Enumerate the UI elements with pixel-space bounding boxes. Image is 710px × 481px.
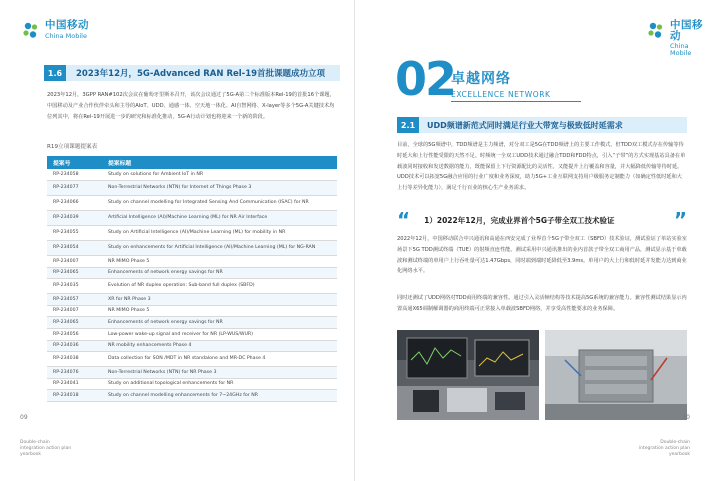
proposal-id-cell: RP-234007 [47, 256, 102, 268]
brand-name-cn: 中国移动 [670, 19, 703, 42]
footer-line: Double-chain [660, 440, 690, 445]
table-row [47, 317, 337, 329]
proposal-title-cell: NR MIMO Phase 5 [102, 305, 337, 317]
page-footer [20, 440, 71, 458]
open-quote-icon: “ [397, 208, 411, 232]
proposal-id-cell: RP-234077 [47, 181, 102, 196]
proposal-title-cell: Study on channel modelling for Integrated Sensing And Communication (ISAC) for NR [102, 196, 337, 211]
proposal-title-cell: Enhancements of network energy savings for NR [102, 317, 337, 329]
page-footer [639, 440, 690, 458]
proposal-title-cell: NR MIMO Phase 5 [102, 256, 337, 268]
column-header-title: 提案标题 [102, 156, 337, 169]
proposal-title-cell: Enhancements of network energy savings for NR [102, 267, 337, 279]
proposal-id-cell: RP-234065 [47, 317, 102, 329]
table-row [47, 211, 337, 226]
table-caption: R19立项课题提案表 [47, 144, 98, 150]
proposal-id-cell: RP-234035 [47, 279, 102, 294]
table-row [47, 181, 337, 196]
table-row [47, 196, 337, 211]
china-mobile-logo [20, 20, 89, 42]
section-number: 1.6 [44, 65, 66, 81]
proposal-id-cell: RP-234041 [47, 378, 102, 390]
proposal-id-cell: RP-234036 [47, 340, 102, 352]
page-number: 10 [682, 414, 690, 421]
table-row [47, 267, 337, 279]
proposal-table [47, 156, 337, 402]
proposal-id-cell: RP-234018 [47, 390, 102, 402]
footer-line: yearbook [668, 452, 690, 457]
pull-quote [397, 210, 687, 230]
section-number: 2.1 [397, 117, 419, 133]
column-header-id: 提案号 [47, 156, 102, 169]
base-station-photo [545, 330, 687, 420]
table-row [47, 329, 337, 341]
brand-name-en: China Mobile [45, 31, 87, 40]
proposal-id-cell: RP-234057 [47, 294, 102, 306]
table-row [47, 352, 337, 367]
proposal-title-cell: Study on solutions for Ambient IoT in NR [102, 169, 337, 181]
section-title: UDD频谱新范式同时满足行业大带宽与极致低时延需求 [427, 120, 623, 130]
proposal-title-cell: Study on additional topological enhancements for NR [102, 378, 337, 390]
proposal-id-cell: RP-234058 [47, 169, 102, 181]
section-title: 2023年12月，5G-Advanced RAN Rel-19首批课题成功立项 [76, 69, 326, 79]
table-row [47, 256, 337, 268]
china-mobile-emblem-icon [20, 20, 42, 42]
brand-name-en: China Mobile [670, 42, 692, 57]
china-mobile-logo [645, 20, 710, 56]
close-quote-icon: ” [673, 208, 687, 232]
footer-line: integration action plan [638, 446, 690, 451]
china-mobile-emblem-icon [645, 20, 667, 42]
table-row [47, 340, 337, 352]
proposal-id-cell: RP-234007 [47, 305, 102, 317]
proposal-id-cell: RP-234038 [47, 352, 102, 367]
proposal-title-cell: Study on channel modelling enhancements for 7~24GHz for NR [102, 390, 337, 402]
proposal-title-cell: XR for NR Phase 3 [102, 294, 337, 306]
table-row [47, 378, 337, 390]
proposal-id-cell: RP-234066 [47, 196, 102, 211]
chapter-subtitle: EXCELLENCE NETWORK [451, 90, 551, 99]
proposal-id-cell: RP-234065 [47, 267, 102, 279]
proposal-title-cell: Evolution of NR duplex operation: Sub-band full duplex (SBFD) [102, 279, 337, 294]
body-paragraph: 同时还测试了UDD网络对TDD商用终端的兼容性。通过引入灵活帧结构等技术提高5G系统的兼容能力。兼容性测试结果显示内置高通X65调制解调器的商用终端可正常接入单载波SBFD网络，并享受高性能要求的业务保障。 [397, 295, 687, 312]
table-row [47, 226, 337, 241]
proposal-title-cell: Data collection for SON /MDT in NR standalone and MR-DC Phase 4 [102, 352, 337, 367]
page-number: 09 [20, 414, 28, 421]
proposal-title-cell: Artificial Intelligence (AI)/Machine Learning (ML) for NR Air Interface [102, 211, 337, 226]
table-row [47, 279, 337, 294]
table-row [47, 169, 337, 181]
lab-test-photo [397, 330, 539, 420]
chapter-title: 卓越网络 [451, 71, 511, 87]
proposal-title-cell: Study on enhancements for Artificial Intelligence (AI)/Machine Learning (ML) for NG-RAN [102, 241, 337, 256]
proposal-id-cell: RP-234076 [47, 367, 102, 379]
table-row [47, 294, 337, 306]
proposal-title-cell: Non-Terrestrial Networks (NTN) for Internet of Things Phase 3 [102, 181, 337, 196]
footer-line: yearbook [20, 452, 42, 457]
intro-paragraph: 2023年12月，3GPP RAN#102次会议在葡萄牙里斯本召开，该次会议通过了5G-A第二个标准版本Rel-19的首批16个课题，中国移动及产业合作伙伴牵头和主导的AIoT、UDD、通感一体、空天地一体化、AI自智网络、X-layer等多个5G-A关键技术均位列其中，将在Rel-19开展进一步的研究和标准化推动，5G-A行动计划也将迎来一个新的阶段。 [47, 92, 335, 120]
footer-line: Double-chain [20, 440, 50, 445]
proposal-title-cell: Study on Artificial Intelligence (AI)/Machine Learning (ML) for mobility in NR [102, 226, 337, 241]
brand-name-cn: 中国移动 [45, 19, 89, 31]
proposal-title-cell: Low-power wake-up signal and receiver for NR (LP-WUS/WUR) [102, 329, 337, 341]
proposal-id-cell: RP-234039 [47, 211, 102, 226]
section-header [397, 117, 687, 133]
proposal-id-cell: RP-234054 [47, 241, 102, 256]
chapter-number: 02 [395, 52, 456, 106]
footer-line: integration action plan [20, 446, 72, 451]
table-row [47, 367, 337, 379]
proposal-title-cell: NR mobility enhancements Phase 4 [102, 340, 337, 352]
right-page [355, 0, 710, 481]
proposal-title-cell: Non-Terrestrial Networks (NTN) for NR Phase 3 [102, 367, 337, 379]
table-row [47, 241, 337, 256]
table-row [47, 390, 337, 402]
proposal-id-cell: RP-234056 [47, 329, 102, 341]
body-paragraph: 2022年12月，中国移动联合中兴通讯和高通在西安完成了业界首个5G子带全双工（SBFD）技术验证，测试验证了单站实验室场景下5G TDD测试终端（TUE）的射频直连性能。测试采用中兴通讯推出的业内首款子带全双工商用产品，测试显示基于单载波和测试终端的单用户上行吞吐量可达1.47Gbps，同时端到端时延降低至3.9ms。单用户的大上行和低时延并发能力达到商业化网络水平。 [397, 236, 687, 275]
section-header [44, 65, 340, 81]
proposal-id-cell: RP-234055 [47, 226, 102, 241]
body-paragraph: 目前，全球的5G频谱中，TDD频谱是主力频谱，对分双工是5G在TDD频谱上的主要工作模式。但TDD双工模式存在传输等待时延大和上行性能受限的天然不足。时频统一全双工UDD技术通过融合TDD和FDD特点，引入“子带”的方式实现基站具备在单载波同时接收和发送数据的能力，既能保留上下行资源配比的灵活性，又能提升上行覆盖和容量，并大幅降低传输等待时延。UDD技术可以拓宽5G融合应用的行业广度和业务深度，助力5G+工业互联网支持用户级服务定制能力（如确定性低时延和大上行等差异化能力），满足千行百业的核心生产业务需求。 [397, 142, 686, 192]
chapter-divider [451, 101, 581, 102]
table-row [47, 305, 337, 317]
quote-text: 1）2022年12月，完成业界首个5G子带全双工技术验证 [424, 215, 615, 225]
